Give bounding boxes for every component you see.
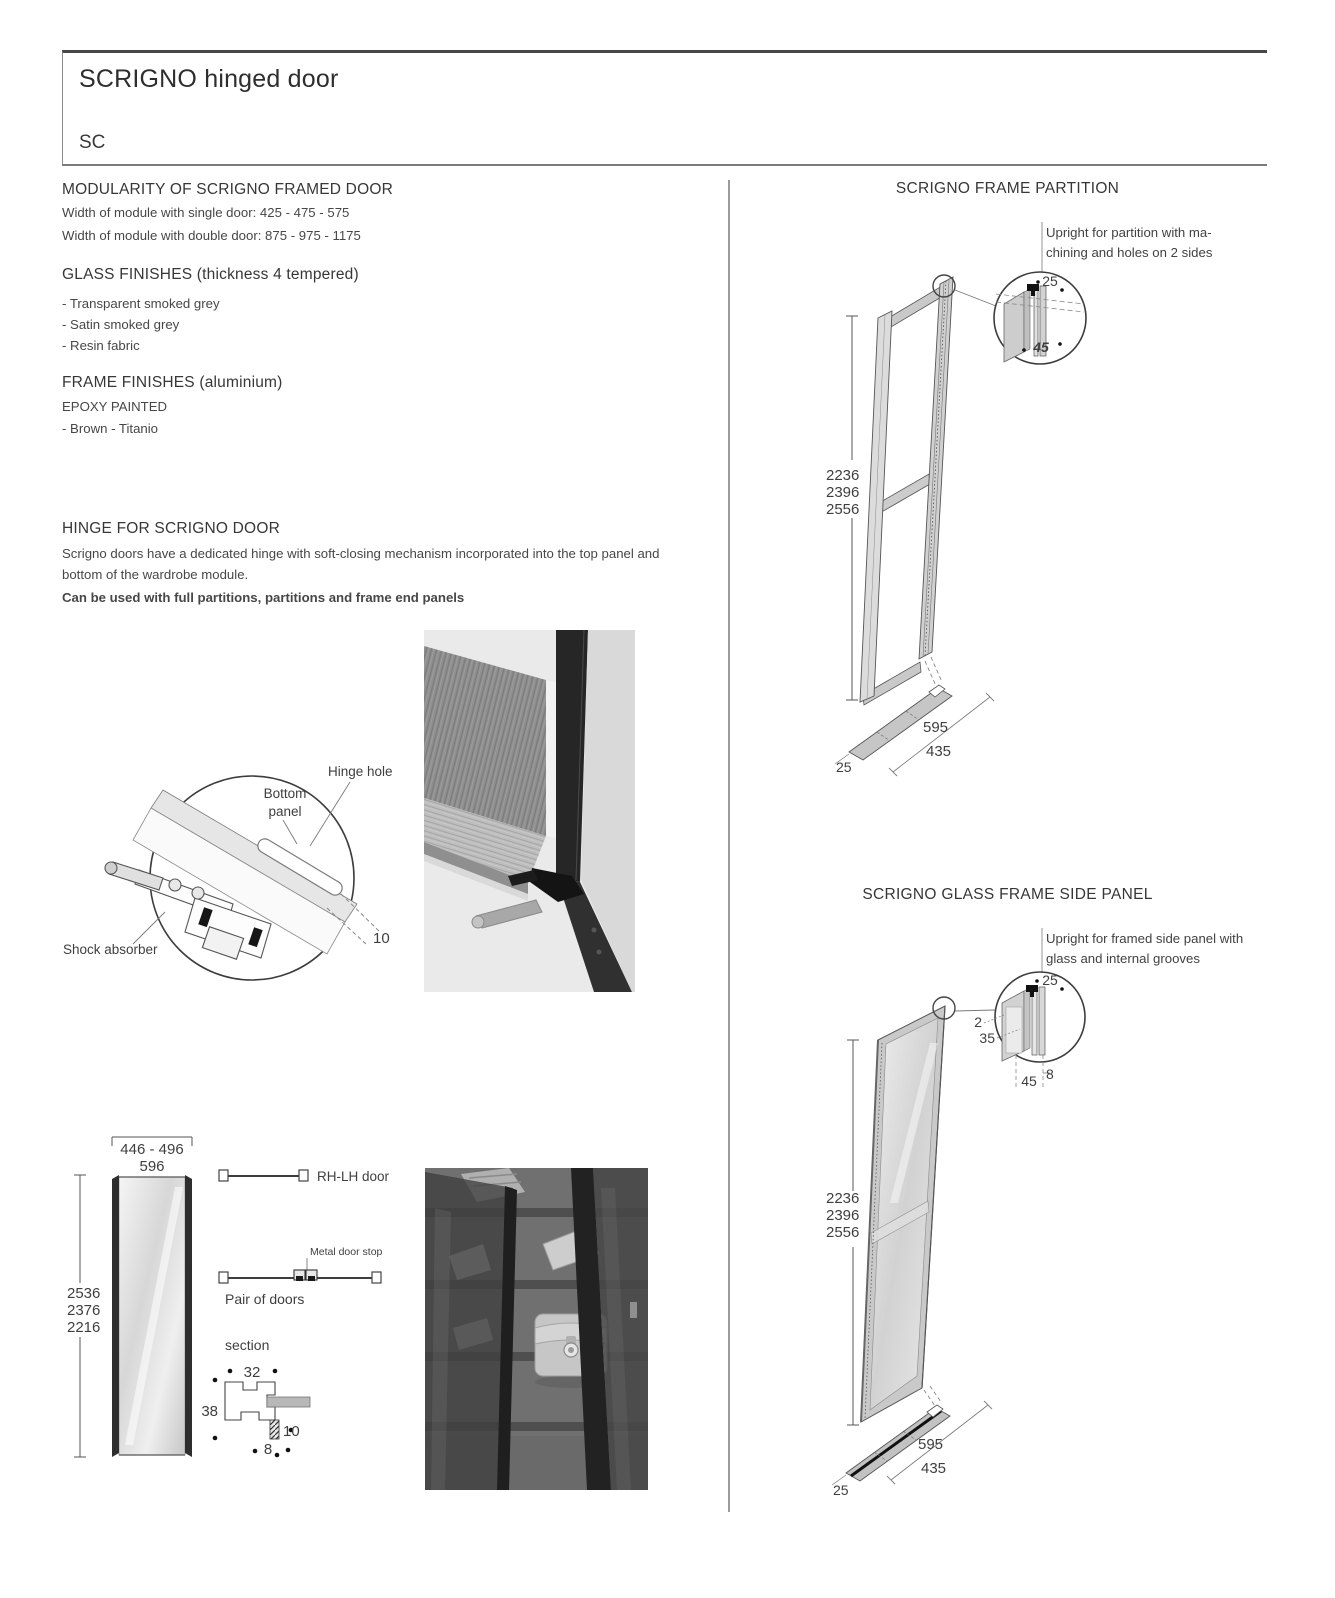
hinge-note-bold: Can be used with full partitions, partitions and frame end panels (62, 590, 465, 605)
pair-of-doors-label: Pair of doors (225, 1291, 305, 1307)
frame-finish-colors: - Brown - Titanio (62, 421, 159, 436)
modularity-heading: MODULARITY OF SCRIGNO FRAMED DOOR (62, 181, 393, 198)
partition-note-line2: chining and holes on 2 sides (1046, 245, 1213, 260)
page-title: SCRIGNO hinged door (79, 65, 339, 93)
side-panel-note-line1: Upright for framed side panel with (1046, 931, 1244, 946)
section-dim-32: 32 (243, 1364, 261, 1381)
shock-absorber-label: Shock absorber (63, 942, 158, 957)
modularity-double-door: Width of module with double door: 875 - 975 - 1175 (62, 228, 361, 243)
bottom-panel-label: Bottom (263, 786, 307, 801)
partition-height-dim: 2236 (826, 467, 860, 484)
frame-partition-figure (778, 198, 1258, 783)
side-detail-dim-35: 35 (979, 1030, 995, 1046)
door-right-profile (185, 1175, 192, 1457)
frame-finish-type: EPOXY PAINTED (62, 399, 168, 414)
side-panel-height-dim: 2396 (826, 1207, 860, 1224)
section-dim-10: 10 (283, 1423, 300, 1440)
rh-lh-door-label: RH-LH door (317, 1169, 390, 1184)
partition-detail-dim-25: 25 (1042, 273, 1058, 289)
glass-side-panel-figure (778, 903, 1258, 1503)
section-dim-8: 8 (263, 1441, 273, 1458)
glass-finish-item: - Transparent smoked grey (62, 296, 220, 311)
partition-height-dim: 2556 (826, 501, 860, 518)
door-height-dim: 2536 (67, 1285, 101, 1302)
door-height-dim: 2216 (67, 1319, 101, 1336)
side-panel-heading: SCRIGNO GLASS FRAME SIDE PANEL (862, 886, 1153, 903)
glass-finish-item: - Satin smoked grey (62, 317, 180, 332)
hinge-photo (424, 630, 635, 992)
side-detail-dim-2: 2 (974, 1014, 982, 1030)
column-divider (728, 180, 730, 1512)
title-box (62, 50, 1267, 166)
side-panel-note-line2: glass and internal grooves (1046, 951, 1200, 966)
partition-height-dim: 2396 (826, 484, 860, 501)
partition-heading: SCRIGNO FRAME PARTITION (895, 180, 1120, 197)
side-base-dim-595: 595 (918, 1436, 944, 1453)
glass-finish-item: - Resin fabric (62, 338, 140, 353)
partition-note-line1: Upright for partition with ma- (1046, 225, 1212, 240)
modularity-single-door: Width of module with single door: 425 - 475 - 575 (62, 205, 350, 220)
door-height-dim: 2376 (67, 1302, 101, 1319)
glass-doors-photo (425, 1168, 648, 1490)
frame-finishes-heading: FRAME FINISHES (aluminium) (62, 374, 283, 391)
glass-finishes-heading: GLASS FINISHES (thickness 4 tempered) (62, 266, 359, 283)
hinge-description: Scrigno doors have a dedicated hinge with soft-closing mechanism incorporated into the top panel and bottom of the wardrobe module. (62, 546, 660, 582)
section-label: section (225, 1337, 270, 1353)
page-code: SC (79, 132, 106, 153)
hinge-heading: HINGE FOR SCRIGNO DOOR (62, 520, 280, 537)
door-dimension-diagram (55, 1105, 410, 1470)
hinge-dim-10: 10 (373, 930, 390, 947)
partition-base-dim-25: 25 (836, 759, 852, 775)
section-dim-38: 38 (201, 1403, 218, 1420)
door-width-range: 446 - 496 (120, 1141, 184, 1158)
section-shelf-panel (267, 1397, 310, 1407)
side-detail-dim-8: 8 (1046, 1066, 1054, 1082)
side-detail-dim-25: 25 (1042, 972, 1058, 988)
side-base-dim-25: 25 (833, 1482, 849, 1498)
metal-door-stop-label: Metal door stop (310, 1246, 383, 1258)
partition-front-upright (919, 277, 953, 659)
partition-detail-dim-45: 45 (1033, 339, 1049, 355)
door-width-max: 596 (139, 1158, 165, 1175)
bottom-panel-label: panel (268, 804, 302, 819)
partition-base-dim-595: 595 (923, 719, 949, 736)
side-panel-height-dim: 2556 (826, 1224, 860, 1241)
door-left-profile (112, 1175, 119, 1457)
hinge-detail-figure (55, 742, 405, 990)
section-hatched-block (270, 1420, 279, 1439)
side-detail-dim-45: 45 (1021, 1073, 1037, 1089)
side-panel-height-dim: 2236 (826, 1190, 860, 1207)
side-base-dim-435: 435 (921, 1460, 947, 1477)
partition-base-dim-435: 435 (926, 743, 952, 760)
hinge-hole-label: Hinge hole (328, 764, 393, 779)
